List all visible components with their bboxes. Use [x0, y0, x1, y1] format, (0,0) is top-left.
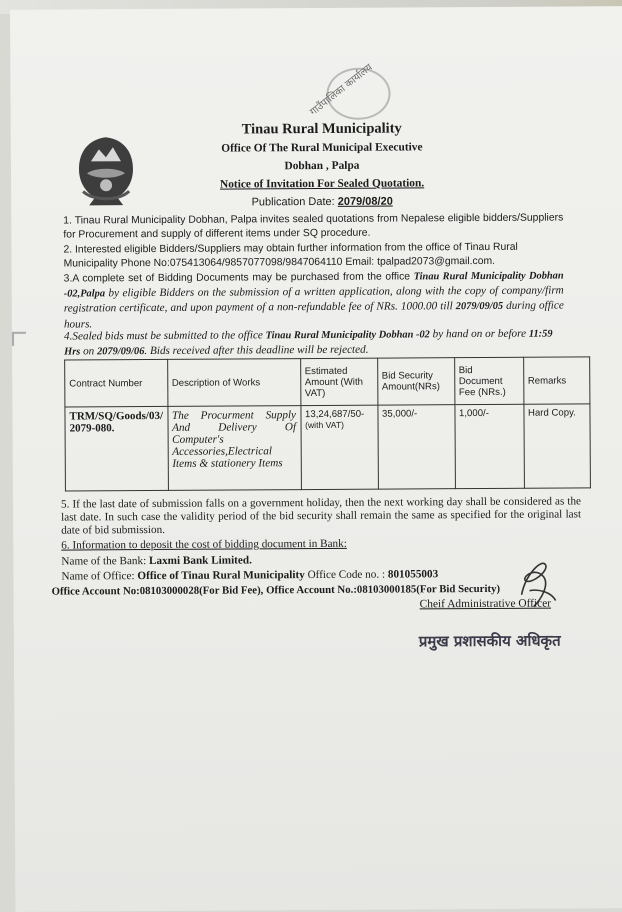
cell-contract: TRM/SQ/Goods/03/ 2079-080.: [65, 406, 168, 491]
document-page: [10, 6, 622, 912]
table-row: [65, 404, 591, 491]
p3-office-name: Tinau Rural Municipality Dobhan -02,Palpa: [63, 270, 564, 300]
account-line: Office Account No:08103000028(For Bid Fee), Office Account No.:08103000185(For Bid Security): [51, 582, 501, 598]
cell-remarks: Hard Copy.: [523, 404, 590, 488]
publication-date-label: Publication Date:: [251, 195, 338, 209]
cell-estimated-note: (with VAT): [305, 419, 344, 431]
p3-text-e: during office hours.: [63, 299, 564, 331]
p3-date: 2079/09/05: [455, 301, 504, 313]
table-header-row: [65, 357, 590, 407]
location-line: Dobhan , Palpa: [284, 159, 360, 173]
cell-estimated-amount: 13,24,687/50-: [304, 408, 365, 421]
publication-date: 2079/08/20: [337, 195, 393, 208]
paragraph-1: 1. Tinau Rural Municipality Dobhan, Palpa invites sealed quotations from Nepalese eligible bidders/Suppliers for Procurement and supply of different items under SQ procedure.: [63, 212, 564, 241]
col-document-fee: Bid Document Fee (NRs.): [454, 357, 523, 404]
notice-title: Notice of Invitation For Sealed Quotation.: [219, 177, 425, 191]
p4-office-name: Tinau Rural Municipality Dobhan -02: [265, 329, 430, 342]
cell-fee: 1,000/-: [454, 404, 524, 488]
office-code-label: Office Code no. :: [304, 568, 388, 582]
col-remarks: Remarks: [523, 357, 590, 404]
office-subtitle: Office Of The Rural Municipal Executive: [221, 141, 423, 155]
bank-line: [61, 552, 581, 568]
office-label: Name of Office:: [61, 570, 138, 583]
publication-date-line: [11, 194, 622, 210]
municipality-title: Tinau Rural Municipality: [241, 120, 402, 138]
paragraph-4: [64, 326, 564, 359]
col-bid-security: Bid Security Amount(NRs): [377, 358, 454, 405]
paragraph-5: 5. If the last date of submission falls on a government holiday, then the next working day shall be considered as the last date. In such case the validity period of the bid security shall remain the same as specified for the original last date of bid submission.: [60, 495, 582, 537]
cell-description: The Procurment Supply And Delivery Of Computer's Accessories,Electrical Items & stationery Items: [167, 406, 301, 491]
stamp-text: गाउँपालिका कार्यालय: [308, 62, 375, 118]
cell-estimated: [300, 405, 378, 489]
p4-text-g: . Bids received after this deadline will be rejected.: [144, 343, 369, 358]
col-description: Description of Works: [167, 359, 300, 407]
paragraph-2: 2. Interested eligible Bidders/Suppliers may obtain further information from the office of Tinau Rural Municipality Phone No:075413064/9857077098/9847064110 Email: tpalpad2073@gmail.com.: [63, 241, 518, 270]
bank-name: Laxmi Bank Limited.: [148, 554, 252, 568]
p3-text-c: by eligible Bidders on the submission of a written application, along with the copy of company/firm registration certificate, and upon payment of a non-refundable fee of NRs. 1000.00 till: [63, 284, 564, 315]
page-mark: [12, 332, 26, 346]
p4-text-c: by hand on or before: [429, 327, 529, 341]
paragraph-6: 6. Information to deposit the cost of bidding document in Bank:: [61, 537, 347, 552]
quotation-table: [64, 356, 591, 491]
p4-text-a: 4.Sealed bids must be submitted to the office: [63, 329, 266, 343]
col-contract-number: Contract Number: [65, 359, 168, 407]
office-name: Office of Tinau Rural Municipality: [137, 569, 305, 583]
p4-time: 11:59 Hrs: [64, 328, 553, 358]
p4-date: 2079/09/06: [97, 346, 145, 358]
bank-label: Name of the Bank:: [61, 555, 150, 568]
paragraph-3: [64, 269, 564, 332]
p3-text-a: 3.A complete set of Bidding Documents may be purchased from the office: [63, 271, 414, 285]
col-estimated-amount: Estimated Amount (With VAT): [300, 358, 377, 405]
p4-text-e: on: [80, 345, 98, 358]
office-code: 801055003: [387, 568, 439, 581]
cell-security: 35,000/-: [377, 405, 455, 489]
signatory-title-nepali: प्रमुख प्रशासकीय अधिकृत: [418, 631, 561, 651]
signatory-title: Cheif Administrative Officer: [419, 597, 552, 611]
